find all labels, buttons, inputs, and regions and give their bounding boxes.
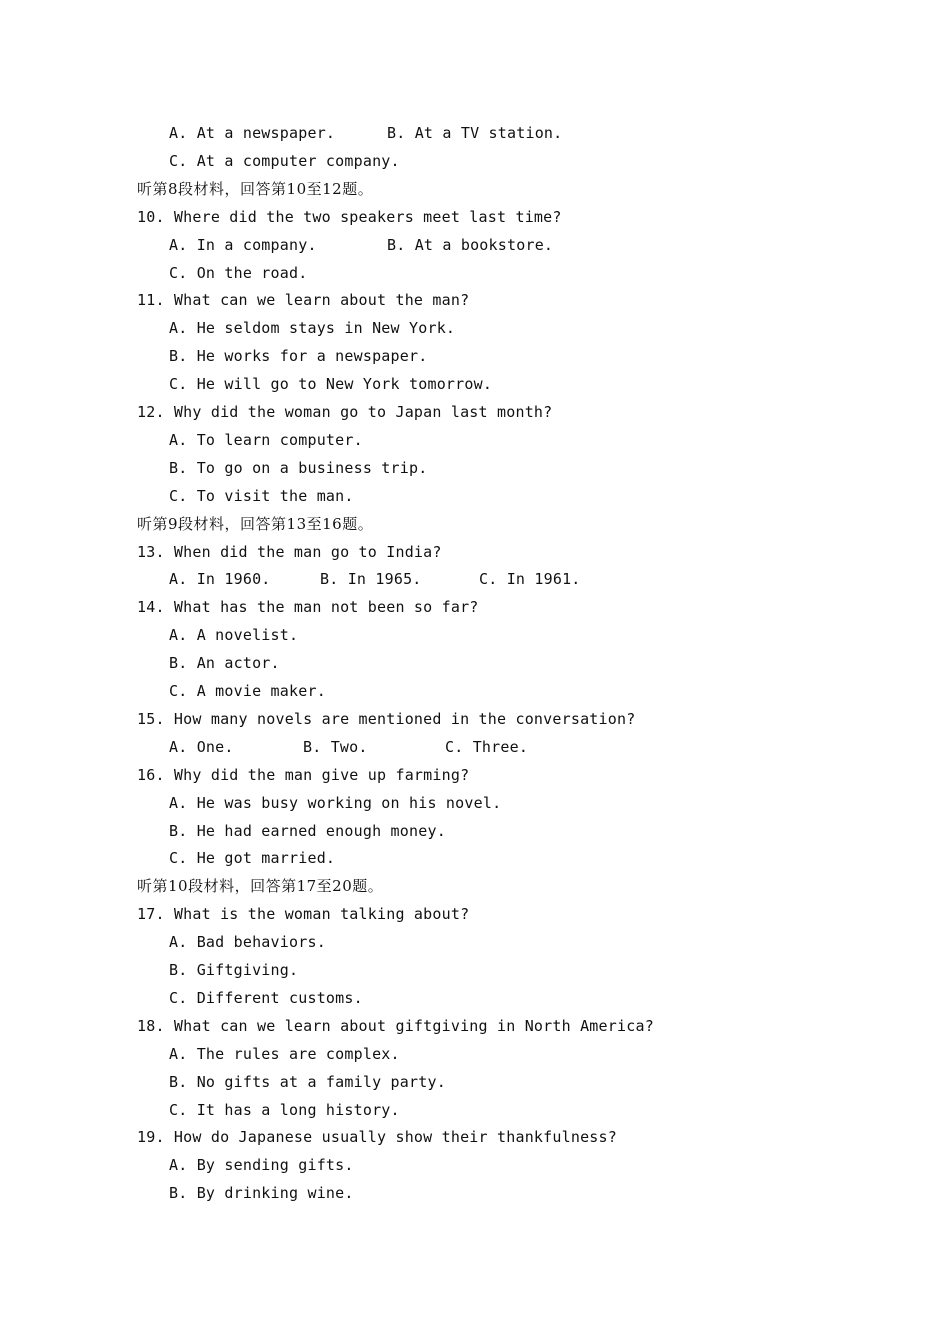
answer-option: B. He had earned enough money.	[169, 821, 446, 840]
answer-option: A. He was busy working on his novel.	[169, 793, 502, 812]
answer-option: C. To visit the man.	[169, 486, 354, 505]
answer-option: B. He works for a newspaper.	[169, 347, 428, 366]
option-row	[0, 733, 950, 761]
answer-option: A. Bad behaviors.	[169, 933, 326, 952]
answer-option: B. An actor.	[169, 654, 280, 673]
answer-option: C. He got married.	[169, 849, 336, 868]
answer-option: A. The rules are complex.	[169, 1044, 400, 1063]
question-text: 14. What has the man not been so far?	[137, 598, 479, 617]
answer-option: A. By sending gifts.	[169, 1156, 354, 1175]
answer-option: C. It has a long history.	[169, 1100, 400, 1119]
answer-option: B. No gifts at a family party.	[169, 1072, 446, 1091]
question-text: 12. Why did the woman go to Japan last month?	[137, 403, 553, 421]
section-instruction: 听第9段材料，回答第13至16题。	[137, 514, 374, 533]
answer-option: A. One.	[169, 737, 234, 756]
answer-option: A. In a company.	[169, 235, 317, 254]
answer-option: C. He will go to New York tomorrow.	[169, 375, 493, 394]
question-text: 10. Where did the two speakers meet last time?	[137, 207, 562, 226]
answer-option: C. On the road.	[169, 263, 308, 282]
section-instruction: 听第8段材料，回答第10至12题。	[137, 179, 374, 198]
answer-option: C. Different customs.	[169, 988, 363, 1007]
question-text: 18. What can we learn about giftgiving in North America?	[137, 1016, 654, 1035]
answer-option: B. Two.	[303, 737, 368, 756]
option-row	[0, 565, 950, 593]
option-row	[0, 119, 950, 147]
answer-option: B. At a TV station.	[387, 124, 563, 142]
section-instruction: 听第10段材料，回答第17至20题。	[137, 877, 384, 896]
answer-option: A. In 1960.	[169, 570, 271, 589]
question-text: 19. How do Japanese usually show their thankfulness?	[137, 1128, 617, 1147]
question-text: 16. Why did the man give up farming?	[137, 765, 470, 784]
answer-option: A. He seldom stays in New York.	[169, 319, 456, 338]
answer-option: A. At a newspaper.	[169, 124, 336, 142]
option-row	[0, 231, 950, 259]
answer-option: B. Giftgiving.	[169, 961, 299, 979]
answer-option: B. At a bookstore.	[387, 235, 554, 254]
answer-option: C. Three.	[445, 737, 529, 756]
answer-option: B. To go on a business trip.	[169, 458, 428, 477]
answer-option: B. By drinking wine.	[169, 1184, 354, 1203]
answer-option: C. In 1961.	[479, 570, 581, 589]
question-text: 15. How many novels are mentioned in the conversation?	[137, 709, 636, 728]
question-text: 13. When did the man go to India?	[137, 542, 442, 561]
answer-option: A. To learn computer.	[169, 430, 363, 449]
question-text: 11. What can we learn about the man?	[137, 291, 470, 310]
answer-option: C. At a computer company.	[169, 151, 400, 170]
question-text: 17. What is the woman talking about?	[137, 905, 470, 924]
answer-option: A. A novelist.	[169, 626, 299, 645]
answer-option: C. A movie maker.	[169, 682, 326, 700]
answer-option: B. In 1965.	[320, 570, 422, 589]
